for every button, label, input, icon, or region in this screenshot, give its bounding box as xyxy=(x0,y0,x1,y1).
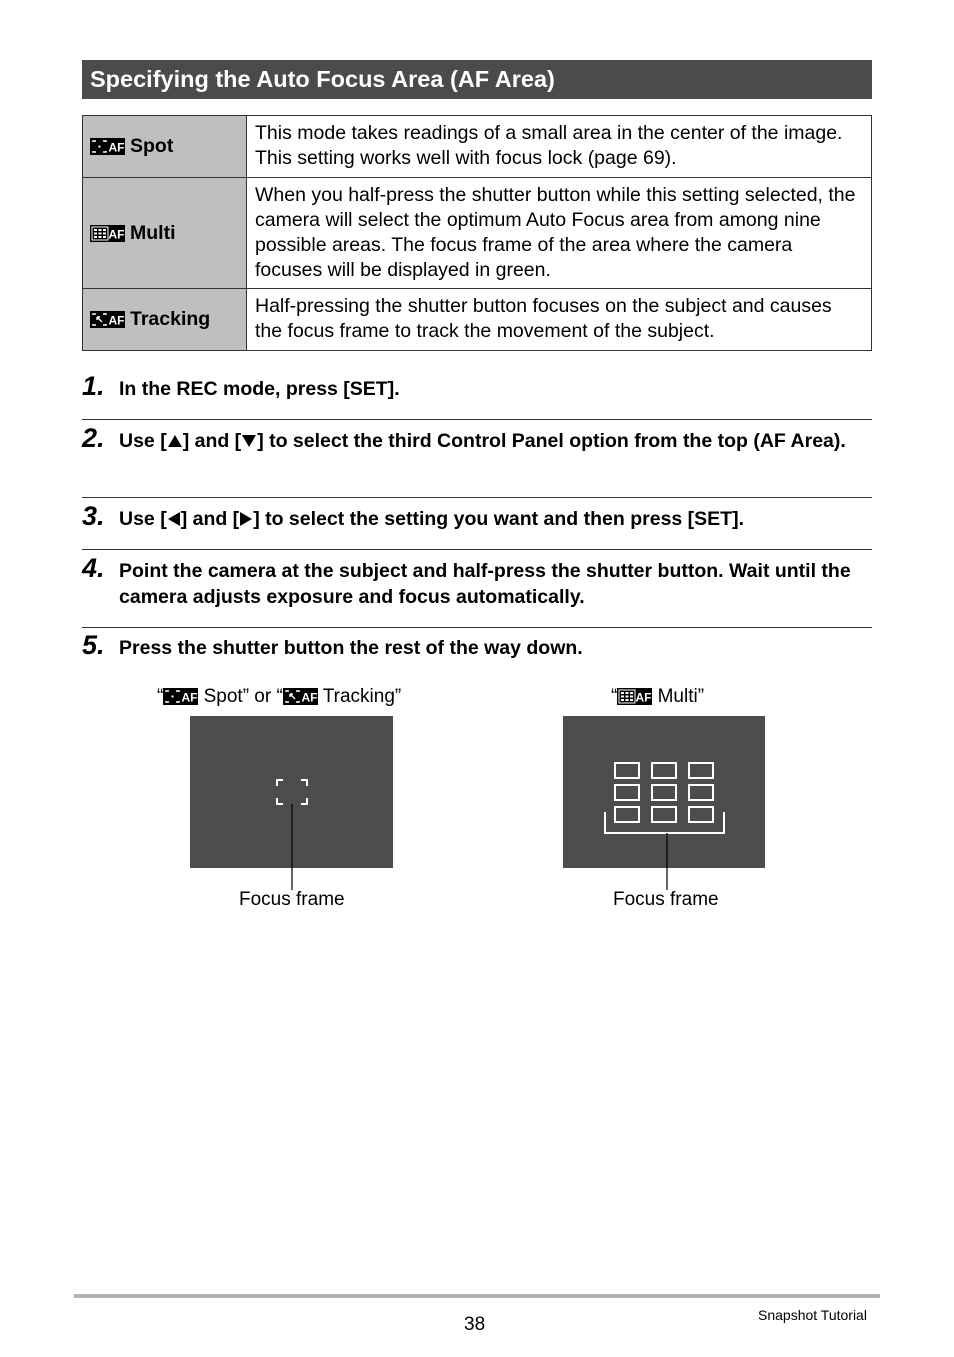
step-divider xyxy=(82,627,872,628)
step-text: Use [ ] and [ ] to select the setting you want and then press [SET]. xyxy=(119,508,745,530)
svg-text:AF: AF xyxy=(181,690,198,705)
focus-frame-leader-line xyxy=(290,804,294,890)
figure-caption-spot-tracking: “ AF Spot” or “ AF Tracking” xyxy=(157,686,402,707)
step-divider xyxy=(82,549,872,550)
page-number: 38 xyxy=(464,1314,486,1335)
svg-text:AF: AF xyxy=(301,690,318,705)
table-row xyxy=(83,116,872,178)
step-number: 3. xyxy=(82,501,105,531)
svg-text:AF: AF xyxy=(635,690,652,705)
step-number: 2. xyxy=(82,423,105,453)
step-text: Press the shutter button the rest of the way down. xyxy=(119,637,583,659)
step-text: In the REC mode, press [SET]. xyxy=(119,378,400,400)
mode-spot xyxy=(83,116,247,178)
step-3 xyxy=(82,501,872,532)
step-1 xyxy=(82,371,872,402)
step-4 xyxy=(82,553,872,610)
focus-frame-label: Focus frame xyxy=(613,889,719,910)
step-number: 5. xyxy=(82,630,105,660)
footer-rule xyxy=(74,1294,880,1298)
down-arrow-icon xyxy=(241,434,257,448)
af-spot-icon xyxy=(163,688,198,705)
mode-multi xyxy=(83,178,247,289)
step-divider xyxy=(82,419,872,420)
mode-name: Tracking xyxy=(130,308,211,330)
up-arrow-icon xyxy=(167,434,183,448)
camera-screen-multi xyxy=(563,716,765,868)
mode-name: Multi xyxy=(130,221,176,244)
af-tracking-icon xyxy=(283,688,318,705)
mode-description: When you half-press the shutter button while this setting selected, the camera will select the optimum Auto Focus area from among nine possible areas. The focus frame of the area where the camera focuses will be displayed in green. xyxy=(247,178,872,289)
figure-caption-multi: “ AF Multi” xyxy=(611,686,705,707)
af-tracking-icon xyxy=(90,311,125,328)
section-title: Specifying the Auto Focus Area (AF Area) xyxy=(82,60,872,99)
step-5 xyxy=(82,630,872,661)
svg-text:AF: AF xyxy=(108,140,125,155)
mode-name: Spot xyxy=(130,135,174,157)
af-multi-icon xyxy=(617,688,652,705)
left-arrow-icon xyxy=(167,511,181,527)
right-arrow-icon xyxy=(239,511,253,527)
step-text: Point the camera at the subject and half-press the shutter button. Wait until the camera adjusts exposure and focus automatically. xyxy=(119,560,851,608)
af-spot-icon xyxy=(90,138,125,155)
table-row xyxy=(83,289,872,351)
mode-description: Half-pressing the shutter button focuses on the subject and causes the focus frame to track the movement of the subject. xyxy=(247,289,872,351)
af-mode-table xyxy=(82,115,872,351)
focus-frame-leader-line xyxy=(665,833,669,890)
step-number: 4. xyxy=(82,553,105,583)
step-2 xyxy=(82,423,872,454)
mode-description: This mode takes readings of a small area in the center of the image. This setting works well with focus lock (page 69). xyxy=(247,116,872,178)
focus-frame-label: Focus frame xyxy=(239,889,345,910)
svg-text:AF: AF xyxy=(108,313,125,328)
mode-tracking xyxy=(83,289,247,351)
step-number: 1. xyxy=(82,371,105,401)
multi-focus-frame xyxy=(563,716,765,868)
step-divider xyxy=(82,497,872,498)
footer-section-title: Snapshot Tutorial xyxy=(758,1307,867,1323)
svg-text:AF: AF xyxy=(108,227,125,241)
step-text: Use [ ] and [ ] to select the third Control Panel option from the top (AF Area). xyxy=(119,430,846,452)
table-row xyxy=(83,178,872,289)
af-multi-icon xyxy=(90,225,125,242)
